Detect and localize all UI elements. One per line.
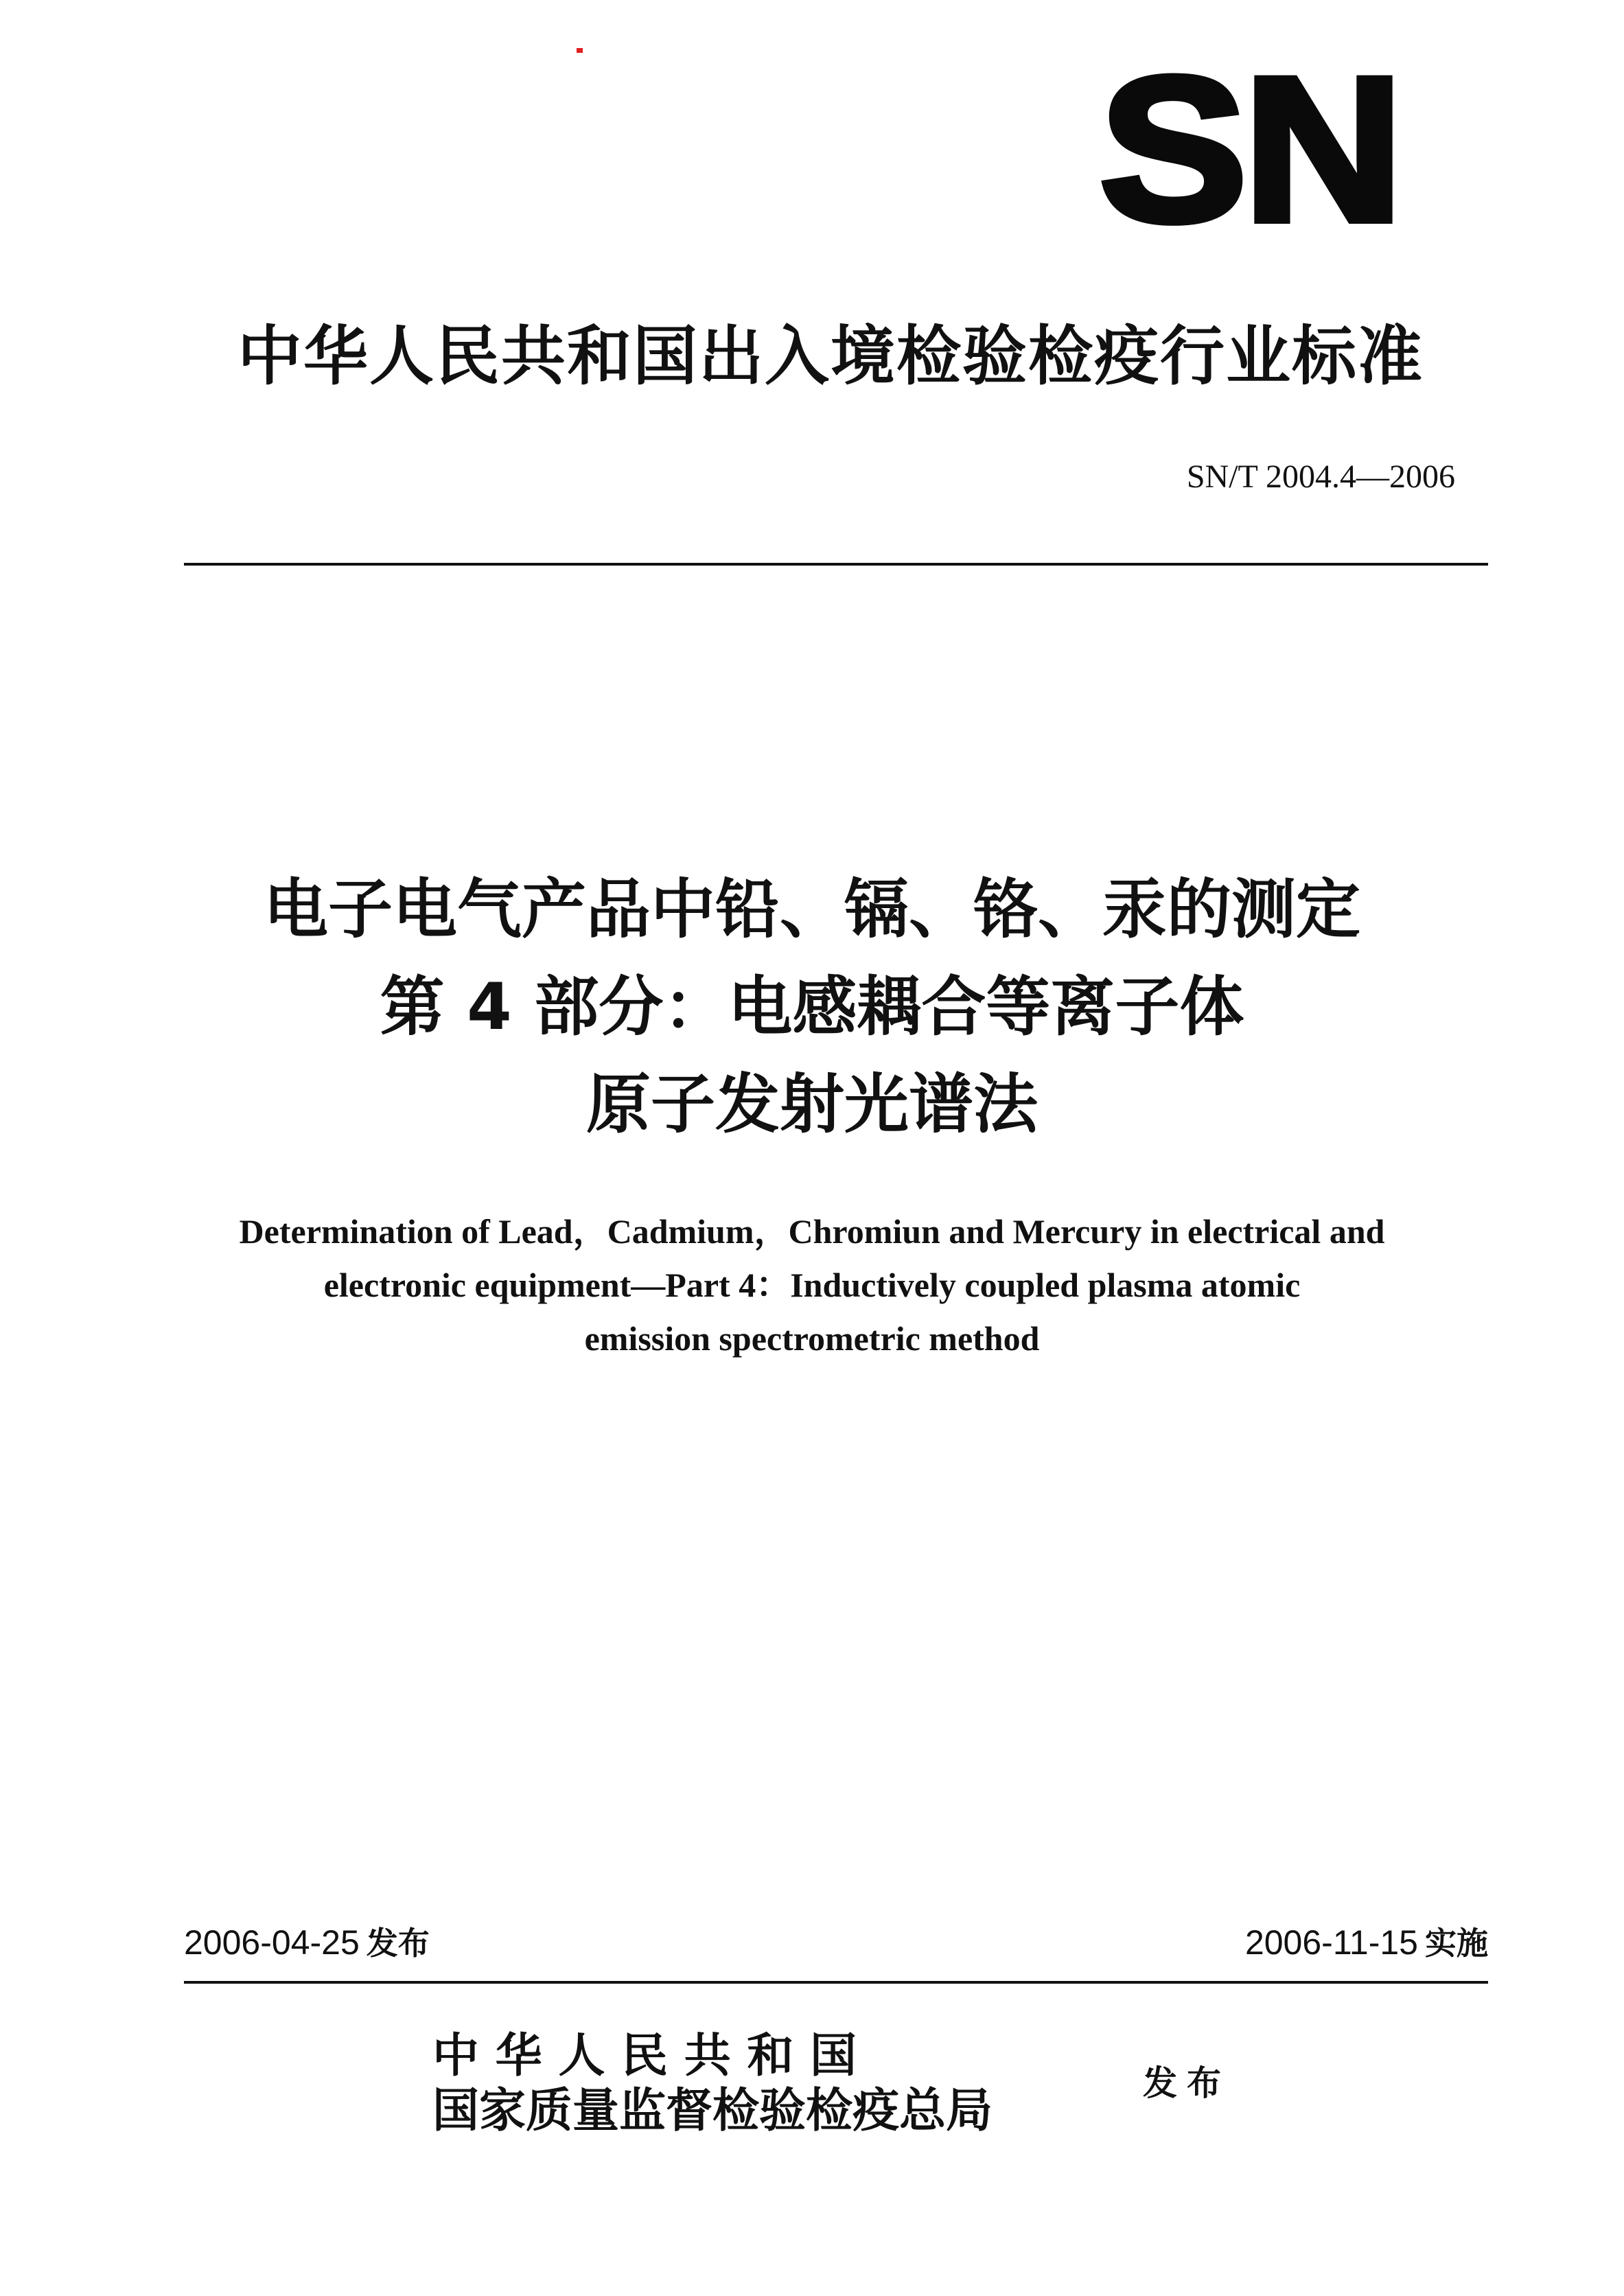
publisher-aqsiq: 国家质量监督检验检疫总局 xyxy=(432,2083,993,2138)
implementation-date xyxy=(1030,1915,1488,1970)
footer-rule xyxy=(184,1981,1488,1984)
issue-date xyxy=(184,1915,430,1970)
industry-standard-title: 中华人民共和国出入境检验检疫行业标准 xyxy=(237,319,1424,394)
chinese-title xyxy=(137,861,1487,1154)
issue-date-label: 发布 xyxy=(366,1925,430,1962)
implementation-date-value: 2006-11-15 xyxy=(1244,1923,1418,1962)
header-rule xyxy=(184,563,1488,566)
publishers xyxy=(432,2028,1119,2138)
english-title-line-2: electronic equipment—Part 4：Inductively coupled plasma atomic xyxy=(323,1266,1301,1304)
publisher-prc: 中 华 人 民 共 和 国 xyxy=(432,2028,857,2083)
issue-date-value: 2006-04-25 xyxy=(184,1923,360,1962)
chinese-title-line-3: 原子发射光谱法 xyxy=(585,1067,1038,1142)
english-title xyxy=(137,1205,1487,1365)
red-mark xyxy=(577,48,583,53)
chinese-title-line-2: 第 4 部分：电感耦合等离子体 xyxy=(380,970,1244,1045)
chinese-title-line-1: 电子电气产品中铅、镉、铬、汞的测定 xyxy=(263,872,1360,947)
publish-label: 发布 xyxy=(1143,2063,1231,2103)
implementation-date-label: 实施 xyxy=(1425,1925,1488,1962)
english-title-line-3: emission spectrometric method xyxy=(584,1319,1040,1358)
english-title-line-1: Determination of Lead，Cadmium，Chromiun and Mercury in electrical and xyxy=(239,1212,1385,1251)
standard-number: SN/T 2004.4—2006 xyxy=(1186,459,1455,495)
sn-logo: SN xyxy=(1099,34,1400,264)
